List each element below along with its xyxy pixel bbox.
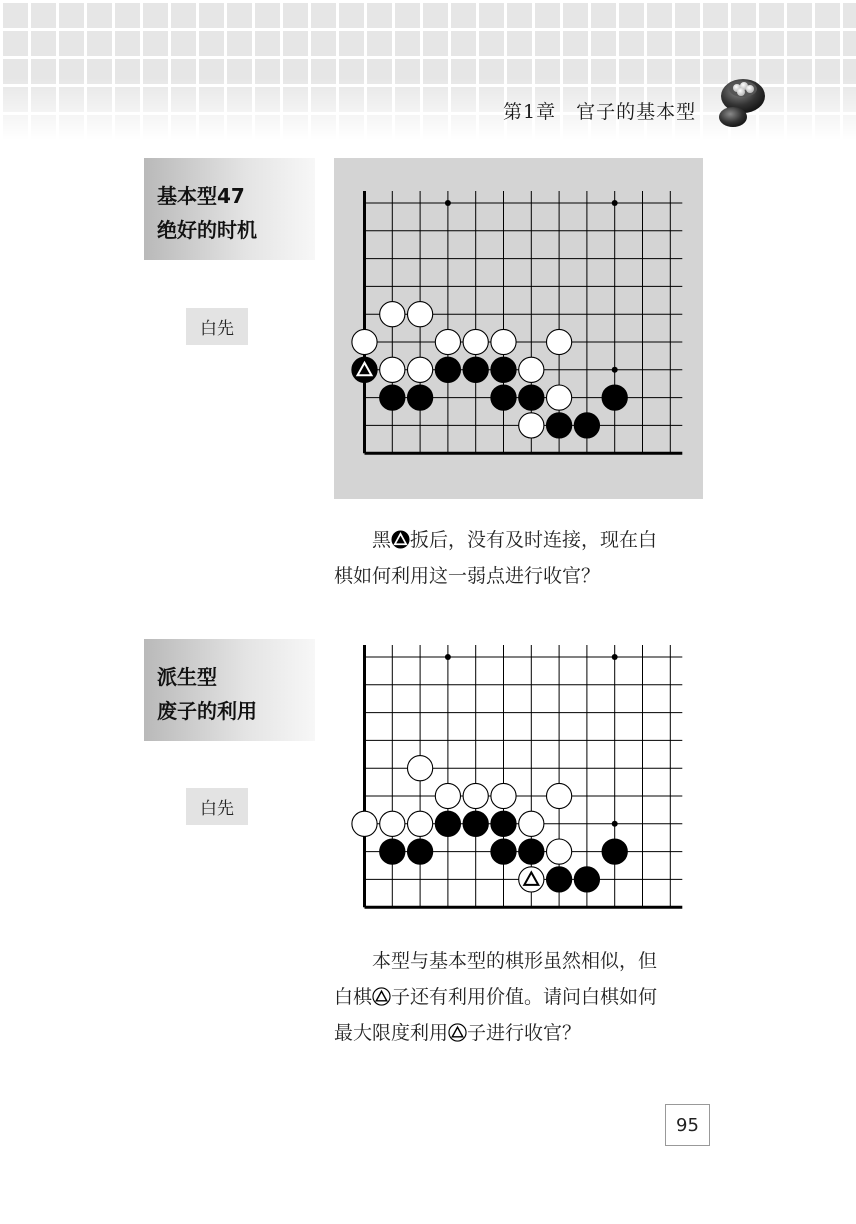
black-stone bbox=[602, 385, 627, 410]
black-stone bbox=[463, 811, 488, 836]
black-stone bbox=[491, 839, 516, 864]
black-stone bbox=[574, 867, 599, 892]
white-stone bbox=[547, 385, 572, 410]
problem-text-1a: 黑 bbox=[372, 529, 392, 551]
black-stone bbox=[435, 357, 460, 382]
variation-go-board bbox=[334, 640, 703, 930]
chapter-title: 第1章 官子的基本型 bbox=[503, 101, 697, 123]
black-stone bbox=[463, 357, 488, 382]
black-stone bbox=[519, 385, 544, 410]
white-stone bbox=[519, 413, 544, 438]
variation-title-box bbox=[144, 639, 315, 741]
black-stone bbox=[574, 413, 599, 438]
white-stone bbox=[352, 811, 377, 836]
white-stone bbox=[491, 329, 516, 354]
white-stone bbox=[463, 329, 488, 354]
problem-text-1b: 扳后，没有及时连接，现在白 bbox=[410, 529, 658, 551]
black-stone bbox=[547, 413, 572, 438]
black-stone bbox=[380, 839, 405, 864]
black-stone bbox=[408, 839, 433, 864]
problem-go-board bbox=[334, 158, 703, 499]
white-stone bbox=[463, 783, 488, 808]
problem-title-box bbox=[144, 158, 315, 260]
star-point bbox=[612, 654, 618, 660]
white-stone bbox=[408, 811, 433, 836]
white-triangle-marker-icon bbox=[448, 1023, 467, 1042]
problem-text-2: 棋如何利用这一弱点进行收官？ bbox=[334, 565, 601, 587]
star-point bbox=[612, 200, 618, 206]
black-triangle-marker-icon bbox=[391, 530, 410, 549]
black-stone bbox=[435, 811, 460, 836]
variation-text-3b: 子进行收官？ bbox=[467, 1022, 582, 1044]
white-stone bbox=[435, 783, 460, 808]
black-stone bbox=[602, 839, 627, 864]
star-point bbox=[445, 200, 451, 206]
black-stone bbox=[380, 385, 405, 410]
white-stone bbox=[352, 329, 377, 354]
star-point bbox=[612, 367, 618, 373]
variation-title: 派生型 bbox=[157, 665, 217, 689]
problem-subtitle: 绝好的时机 bbox=[157, 218, 257, 242]
black-stone bbox=[491, 357, 516, 382]
white-stone bbox=[547, 329, 572, 354]
white-stone bbox=[380, 357, 405, 382]
white-stone bbox=[547, 839, 572, 864]
variation-text-1: 本型与基本型的棋形虽然相似，但 bbox=[372, 950, 658, 972]
white-stone bbox=[491, 783, 516, 808]
white-stone bbox=[408, 756, 433, 781]
variation-to-move: 白先 bbox=[186, 788, 248, 825]
white-stone bbox=[380, 811, 405, 836]
variation-subtitle: 废子的利用 bbox=[157, 699, 257, 723]
white-stone bbox=[519, 811, 544, 836]
white-triangle-marker-icon bbox=[372, 987, 391, 1006]
black-stone bbox=[547, 867, 572, 892]
page-number: 95 bbox=[665, 1104, 710, 1146]
variation-description bbox=[334, 943, 714, 1051]
white-stone bbox=[408, 302, 433, 327]
variation-text-2a: 白棋 bbox=[334, 986, 373, 1008]
variation-text-2b: 子还有利用价值。请问白棋如何 bbox=[391, 986, 658, 1008]
variation-text-3a: 最大限度利用 bbox=[334, 1022, 449, 1044]
star-point bbox=[445, 654, 451, 660]
white-stone bbox=[380, 302, 405, 327]
problem-description bbox=[334, 522, 714, 594]
black-stone bbox=[491, 811, 516, 836]
black-stone bbox=[408, 385, 433, 410]
black-stone bbox=[519, 839, 544, 864]
problem-title: 基本型47 bbox=[157, 184, 245, 208]
white-stone bbox=[435, 329, 460, 354]
problem-to-move: 白先 bbox=[186, 308, 248, 345]
white-stone bbox=[408, 357, 433, 382]
go-bowl-icon bbox=[717, 74, 769, 130]
white-stone bbox=[519, 357, 544, 382]
white-stone bbox=[547, 783, 572, 808]
black-stone bbox=[491, 385, 516, 410]
star-point bbox=[612, 821, 618, 827]
